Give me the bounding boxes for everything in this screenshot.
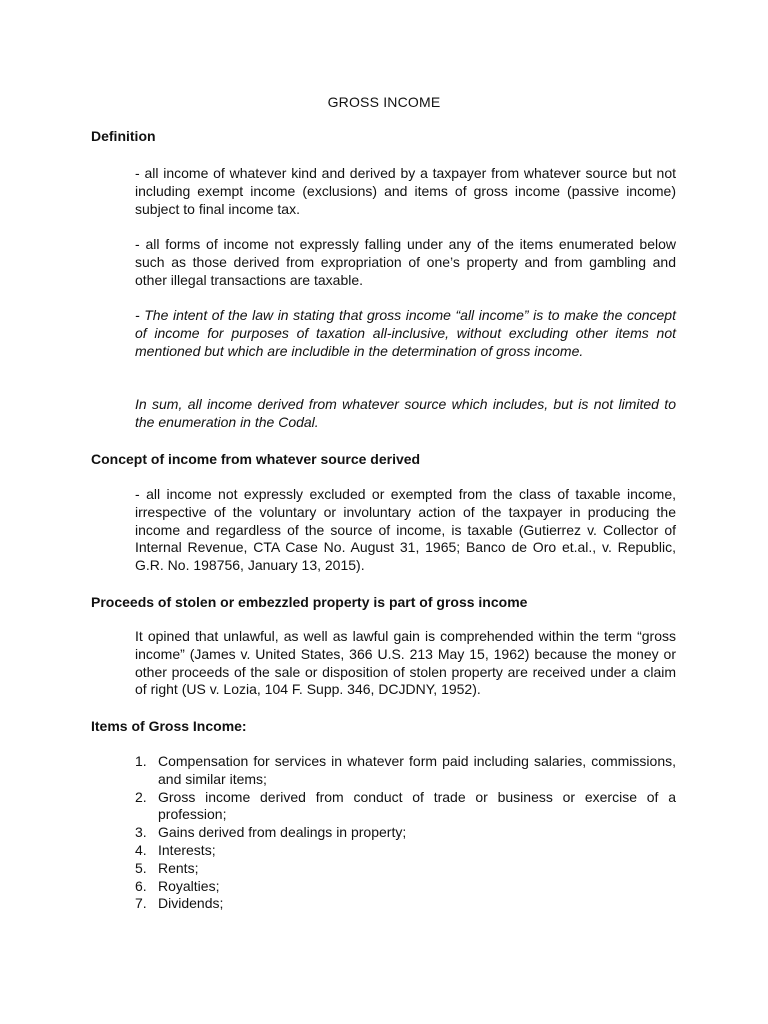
list-item	[135, 860, 676, 878]
list-item	[135, 895, 676, 913]
list-item-text: Dividends;	[158, 895, 224, 912]
definition-paragraph-1: - all income of whatever kind and derived by a taxpayer from whatever source but not including exempt income (exclusions) and items of gross income (passive income) subject to final income tax.	[135, 165, 676, 217]
list-item-number: 2.	[135, 788, 147, 805]
list-item	[135, 842, 676, 860]
proceeds-paragraph: It opined that unlawful, as well as lawful gain is comprehended within the term “gross income” (James v. United States, 366 U.S. 213 May 15, 1962) because the money or other proceeds of the sale or disposition of stolen property are received under a claim of right (US v. Lozia, 104 F. Supp. 346, DCJDNY, 1952).	[135, 628, 676, 698]
list-item-text: Royalties;	[158, 877, 220, 894]
definition-heading: Definition	[91, 128, 156, 144]
list-item-text: Gross income derived from conduct of trade or business or exercise of a profession;	[158, 788, 676, 823]
concept-heading: Concept of income from whatever source derived	[91, 451, 421, 467]
definition-paragraph-2: - all forms of income not expressly falling under any of the items enumerated below such as those derived from expropriation of one’s property and from gambling and other illegal transactions are taxable.	[135, 236, 676, 288]
list-item-number: 7.	[135, 895, 147, 912]
proceeds-heading: Proceeds of stolen or embezzled property is part of gross income	[91, 594, 528, 610]
list-item	[135, 824, 676, 842]
items-heading: Items of Gross Income:	[91, 718, 247, 734]
list-item	[135, 789, 676, 825]
page-title: GROSS INCOME	[327, 94, 441, 110]
list-item-text: Compensation for services in whatever form paid including salaries, commissions, and similar items;	[158, 753, 676, 787]
list-item-text: Interests;	[158, 841, 216, 858]
list-item-text: Gains derived from dealings in property;	[158, 824, 407, 841]
list-item-number: 4.	[135, 841, 147, 858]
list-item-number: 6.	[135, 877, 147, 894]
list-item	[135, 753, 676, 789]
definition-paragraph-4: In sum, all income derived from whatever source which includes, but is not limited to the enumeration in the Codal.	[135, 396, 676, 430]
gross-income-items-list	[135, 753, 676, 913]
list-item-number: 5.	[135, 859, 147, 876]
list-item-number: 1.	[135, 753, 147, 769]
list-item-text: Rents;	[158, 859, 199, 876]
definition-paragraph-3: - The intent of the law in stating that gross income “all income” is to make the concept of income for purposes of taxation all-inclusive, without excluding other items not mentioned but which are includible in the determination of gross income.	[135, 307, 676, 359]
concept-paragraph: - all income not expressly excluded or exempted from the class of taxable income, irrespective of the voluntary or involuntary action of the taxpayer in producing the income and regardless of the source of income, is taxable (Gutierrez v. Collector of Internal Revenue, CTA Case No. August 31, 1965; Banco de Oro et.al., v. Republic, G.R. No. 198756, January 13, 2015).	[135, 486, 676, 574]
list-item-number: 3.	[135, 824, 147, 841]
list-item	[135, 878, 676, 896]
